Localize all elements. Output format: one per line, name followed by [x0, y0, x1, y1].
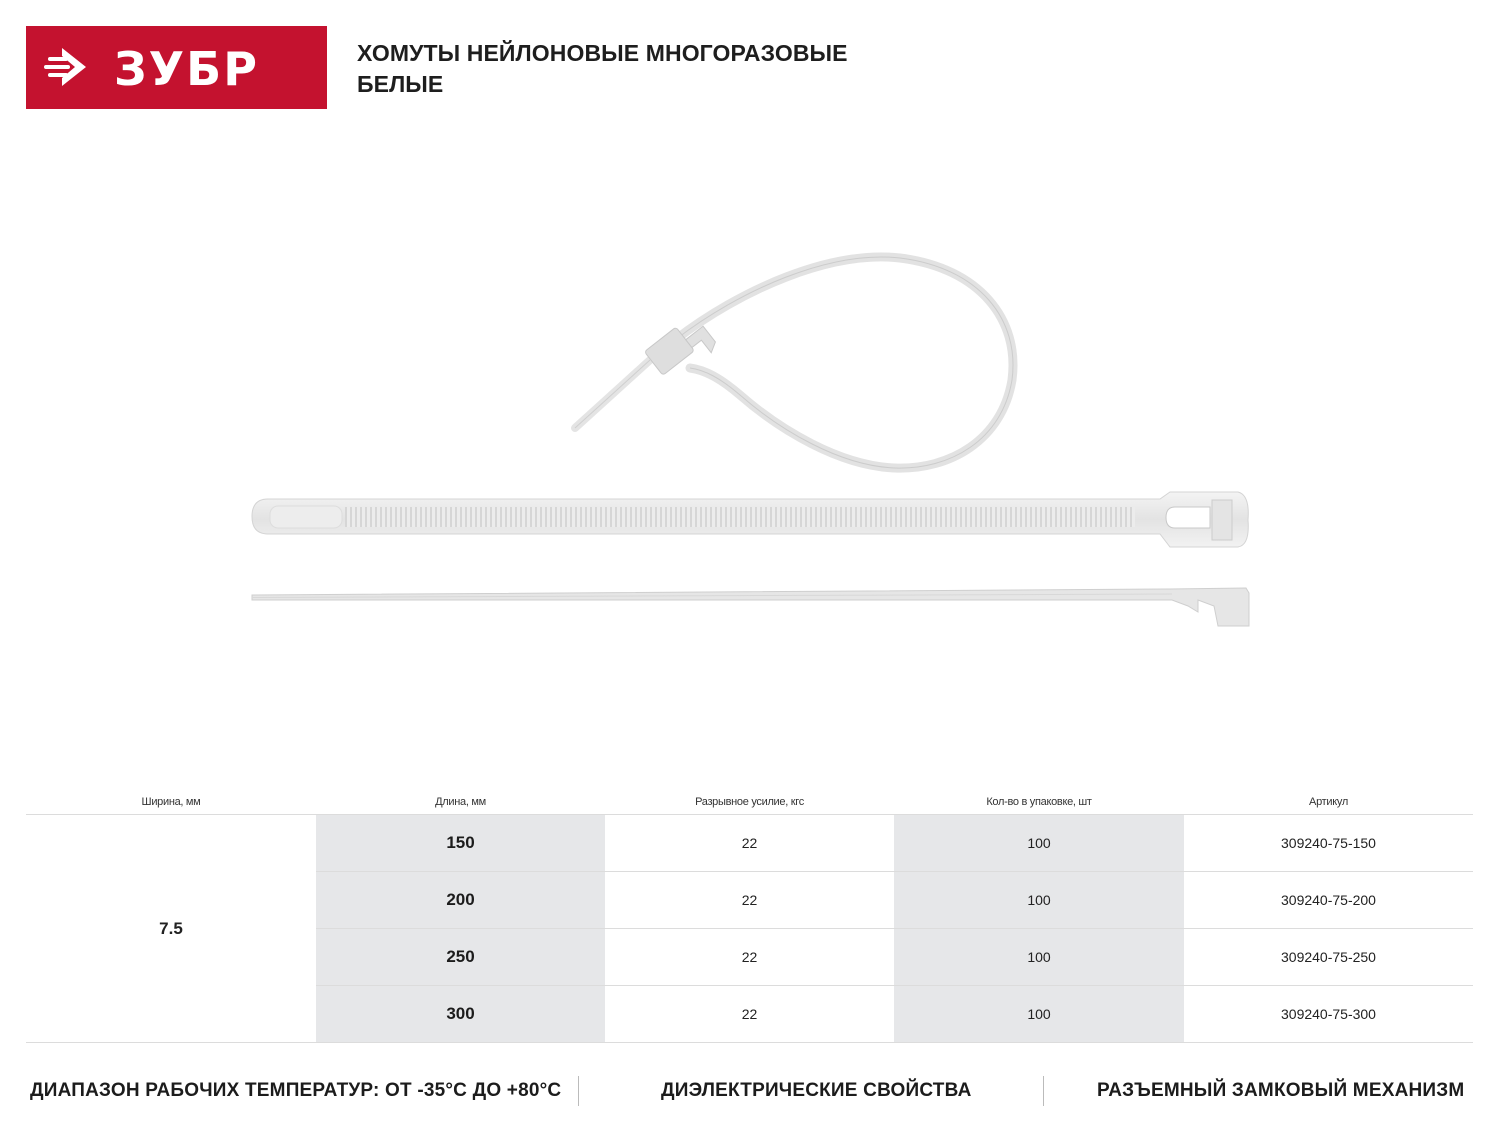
feature-dielectric: ДИЭЛЕКТРИЧЕСКИЕ СВОЙСТВА	[661, 1080, 972, 1101]
header-force: Разрывное усилие, кгс	[695, 796, 804, 808]
article-cell: 309240-75-150	[1184, 815, 1473, 872]
article-cell: 309240-75-200	[1184, 872, 1473, 929]
header-width: Ширина, мм	[141, 796, 201, 808]
qty-cell: 100	[894, 815, 1184, 872]
feature-temperature: ДИАПАЗОН РАБОЧИХ ТЕМПЕРАТУР: ОТ -35°С ДО +80°С	[30, 1080, 562, 1101]
article-cell: 309240-75-250	[1184, 929, 1473, 986]
force-cell: 22	[605, 986, 894, 1043]
header-article: Артикул	[1309, 796, 1348, 808]
table-header-row	[26, 780, 1473, 815]
length-cell: 300	[316, 986, 605, 1043]
header-qty: Кол-во в упаковке, шт	[986, 796, 1092, 808]
qty-cell: 100	[894, 872, 1184, 929]
length-cell: 150	[316, 815, 605, 872]
qty-cell: 100	[894, 929, 1184, 986]
article-cell: 309240-75-300	[1184, 986, 1473, 1043]
specification-table	[26, 780, 1473, 1043]
feature-divider	[1043, 1076, 1044, 1106]
force-cell: 22	[605, 929, 894, 986]
product-title-line-1: ХОМУТЫ НЕЙЛОНОВЫЕ МНОГОРАЗОВЫЕ	[357, 40, 848, 66]
product-title-line-2: БЕЛЫЕ	[357, 71, 444, 97]
table-row	[26, 815, 1473, 872]
length-cell: 250	[316, 929, 605, 986]
feature-lock: РАЗЪЕМНЫЙ ЗАМКОВЫЙ МЕХАНИЗМ	[1097, 1080, 1465, 1101]
flat-cable-tie-top-view	[252, 492, 1248, 547]
force-cell: 22	[605, 872, 894, 929]
length-cell: 200	[316, 872, 605, 929]
width-value: 7.5	[26, 815, 316, 1043]
feature-divider	[578, 1076, 579, 1106]
looped-cable-tie	[575, 257, 1013, 468]
qty-cell: 100	[894, 986, 1184, 1043]
flat-cable-tie-side-view	[252, 588, 1249, 626]
feature-strip	[26, 1072, 1473, 1108]
brand-name: ЗУБР	[114, 42, 259, 96]
force-cell: 22	[605, 815, 894, 872]
header-length: Длина, мм	[435, 796, 486, 808]
